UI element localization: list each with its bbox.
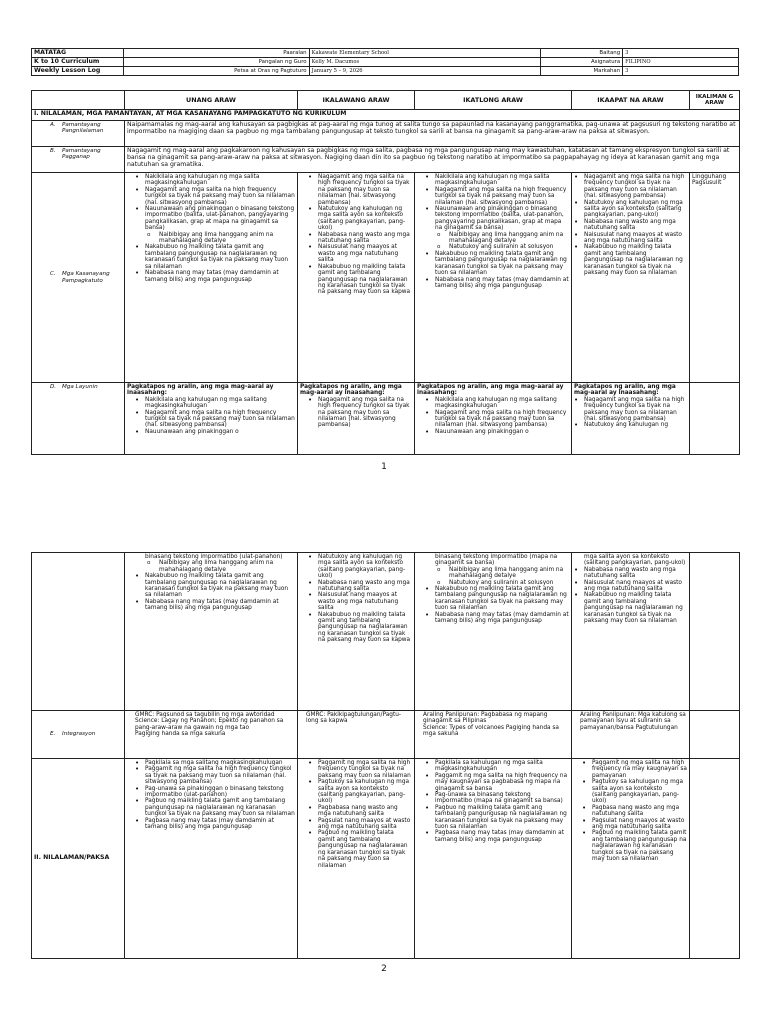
value-quarter: 3 — [623, 67, 739, 76]
col-day-3: IKATLONG ARAW — [415, 91, 572, 110]
list-item: o Natutukoy ang suliranin at solusyon — [427, 244, 569, 250]
list-item: • Nababasa nang wasto ang mga natutuhang salita — [310, 580, 412, 593]
cont-day-2 — [298, 553, 415, 711]
cont-day-5 — [690, 553, 740, 711]
list-item: • Paggamit ng mga salita na high frequency na may kaugnayan sa pagbabasa ng mapa na ginagamit sa bansa — [427, 773, 569, 792]
list-item: • Pagtukoy sa kahulugan ng mga salita ayon sa konteksto (salitang pangkayarian, pang-ukol) — [584, 779, 687, 805]
brand-line-2: K to 10 Curriculum — [32, 58, 124, 67]
list-item: • Nakabubuo ng maikling talata gamit ang tambalang pangungusap na naglalarawan ng karanasan tungkol sa tiyak na paksang may tuon sa nilalaman — [427, 586, 569, 612]
list-item: • Nababasa nang may tatas (may damdamin at tamang bilis) ang mga pangungusap — [427, 277, 569, 290]
brand-line-1: MATATAG — [32, 49, 124, 58]
row-b-text: Nagagamit ng mag-aaral ang pagkakaroon ng kahusayan sa pagbigkas ng mga salita, pagbasa ng mga pangungusap nang may kawastuhan, katatasan at tamang ekspresyon tungkol sa sarili at bansa na ginagamit sa pang-araw-araw na paksa at sitwasyon. Nagiging daan din ito sa pagbuo ng tekstong naratibo at impormatibo sa pagpapahayag ng ideya at karanasan gamit ang mga natutuhan sa gramatika. — [125, 147, 740, 173]
objectives-intro: Pagkatapos ng aralin, ang mga mag-aaral ay inaasahang: — [574, 384, 676, 397]
cont-day-4 — [572, 553, 690, 711]
list-item: • Nagagamit ang mga salita na high frequency tungkol sa tiyak na paksang may tuon sa nilalaman (hal. sitwasyong pambansa) — [576, 397, 687, 423]
lesson-table-page-1 — [31, 90, 740, 455]
row-c-title: Mga Kasanayang Pampagkatuto — [62, 271, 110, 284]
row-e-letter: E. — [50, 731, 56, 738]
list-item: binasang tekstong impormatibo (mapa na ginagamit sa bansa) — [435, 554, 558, 567]
brand-line-3: Weekly Lesson Log — [32, 67, 124, 76]
lesson-table-page-2 — [31, 552, 740, 959]
row-c-day-3 — [415, 173, 572, 383]
value-subject: FILIPINO — [623, 58, 739, 67]
list-item: • Nakabubuo ng maikling talata gamit ang tambalang pangungusap na naglalarawan ng karanasan tungkol sa tiyak na paksang may tuon sa nilalaman — [576, 592, 687, 624]
col-day-4: IKAAPAT NA ARAW — [572, 91, 690, 110]
list-item: • Nakabubuo ng maikling talata gamit ang tambalang pangungusap na naglalarawan ng karanasan tungkol sa tiyak na paksang may tuon sa nilalaman — [137, 244, 295, 270]
list-item: o Naibibigay ang lima hanggang anim na mahahalagang detalye — [137, 232, 295, 245]
list-item: • Nagagamit ang mga salita na high frequency tungkol sa tiyak na paksang may tuon sa nilalaman (hal. sitwasyong pambansa) — [310, 397, 412, 429]
list-item: • Nagagamit ang mga salita na high frequency tungkol sa tiyak na paksang may tuon sa nilalaman (hal. sitwasyong pambansa) — [427, 410, 569, 429]
list-item: • Nakabubuo ng maikling talata gamit ang tambalang pangungusap na naglalarawan ng karanasan tungkol sa tiyak na paksang may tuon sa kapwa — [310, 264, 412, 296]
row-c-letter: C. — [50, 271, 56, 278]
list-item: • Nagagamit ang mga salita na high frequency tungkol sa tiyak na paksang may tuon sa nilalaman (hal. sitwasyong pambansa) — [137, 187, 295, 206]
list-item: • Pagbuo ng maikling talata gamit ang tambalang pangungusap na naglalarawan ng karanasan tungkol sa tiyak na paksang may tuon sa nilalaman — [137, 798, 295, 817]
row-d-day-1 — [125, 383, 298, 455]
row-d-title: Mga Layunin — [62, 384, 98, 390]
row-a-letter: A. — [50, 122, 56, 128]
row-d-label — [32, 383, 125, 455]
row-b-title: Pamantayang Pagganap — [62, 148, 101, 161]
list-item: • Nauunawaan ang pinakinggan o binasang tekstong impormatibo (balita, ulat-panahon, pangyayaring pangkalikasan, grap at mapa na ginagamit sa bansa) — [427, 206, 569, 232]
label-quarter: Markahan — [541, 67, 623, 76]
row-ii-label: II. NILALAMAN/PAKSA — [32, 759, 125, 959]
row-d-letter: D. — [50, 384, 57, 390]
list-item: • Paggamit ng mga salita na high frequency tungkol sa tiyak na paksang may tuon sa nilalaman (hal. sitwasyong pambansa) — [137, 766, 295, 785]
row-d-day-5 — [690, 383, 740, 455]
list-item: • Nakikilala ang kahulugan ng mga salita magkasingkahulugan — [427, 174, 569, 187]
col-day-1: UNANG ARAW — [125, 91, 298, 110]
row-ii-day-2 — [298, 759, 415, 959]
list-item: • Pagbuo ng maikling talata gamit ang tambalang pangungusap na naglalarawan ng karanasan tungkol sa tiyak na paksang may tuon sa nilalaman — [310, 830, 412, 868]
list-item: • Nakikilala ang kahulugan ng mga salitang magkasingkahulugan — [137, 397, 295, 410]
list-item: • Nababasa nang may tatas (may damdamin at tamang bilis) ang mga pangungusap — [137, 599, 295, 612]
list-item: • Pagbuo ng maikling talata gamit ang tambalang pangungusap na naglalarawan ng karanasan tungkol sa tiyak na paksang may tuon sa nilalaman — [427, 805, 569, 831]
cont-day-1 — [125, 553, 298, 711]
col-day-2: IKALAWANG ARAW — [298, 91, 415, 110]
section-title: I. NILALAMAN, MGA PAMANTAYAN, AT MGA KASANAYANG PAMPAGKATUTO NG KURIKULUM — [32, 110, 740, 121]
list-item: mga salita ayon sa konteksto (salitang pangkayarian, pang-ukol) — [584, 554, 686, 567]
list-item: • Nauunawaan ang pinakinggan o — [137, 429, 295, 435]
list-item: • Nababasa nang wasto ang mga natutuhang salita — [576, 219, 687, 232]
list-item: • Pagbabasa nang wasto ang mga natutuhang salita — [310, 805, 412, 818]
col-day-5: IKALIMAN G ARAW — [690, 91, 740, 110]
list-item: • Naisusulat nang maayos at wasto ang mga natutuhang salita — [310, 592, 412, 611]
row-ii-day-1 — [125, 759, 298, 959]
cont-day-3 — [415, 553, 572, 711]
row-e-label — [32, 711, 125, 759]
cont-label — [32, 553, 125, 711]
list-item: • Nauunawaan ang pinakinggan o — [427, 429, 569, 435]
page-number: 1 — [381, 462, 387, 472]
list-item: • Nababasa nang may tatas (may damdamin at tamang bilis) ang mga pangungusap — [427, 612, 569, 625]
list-item: • Nakabubuo ng maikling talata gamit ang tambalang pangungusap na naglalarawan ng karanasan tungkol sa tiyak na paksang may tuon sa nilalaman — [427, 251, 569, 277]
list-item: o Naibibigay ang lima hanggang anim na mahahalagang detalye — [427, 567, 569, 580]
page-1 — [0, 0, 768, 478]
row-e-day-2: GMRC: Pakikipagtulungan/Pagtu- long sa kapwa — [298, 711, 415, 759]
list-item: • Nababasa nang wasto ang mga natutuhang salita — [576, 567, 687, 580]
row-e-day-1: GMRC: Pagsunod sa tagubilin ng mga awtoridad Science: Lagay ng Panahon; Epekto ng panahon sa pang-araw-araw na gawain ng mga tao Pagiging handa sa mga sakuna — [125, 711, 298, 759]
row-ii-day-3 — [415, 759, 572, 959]
list-item: • Natutukoy ang kahulugan ng mga salita ayon sa konteksto (salitang pangkayarian, pang-ukol) — [310, 206, 412, 232]
label-teacher: Pangalan ng Guro — [123, 58, 309, 67]
row-d-day-4 — [572, 383, 690, 455]
list-item: o Natutukoy ang suliranin at solusyon — [427, 580, 569, 586]
page-2 — [0, 478, 768, 1024]
row-a-label — [32, 121, 125, 147]
value-school: Kakawate Elementary School — [309, 49, 541, 58]
row-c-day-1 — [125, 173, 298, 383]
row-d-day-2 — [298, 383, 415, 455]
objectives-intro: Pagkatapos ng aralin, ang mga mag-aaral ay inaasahang: — [127, 384, 274, 397]
list-item: • Pagbasa nang may tatas (may damdamin at tamang bilis) ang mga pangungusap — [137, 818, 295, 831]
list-item: • Nababasa nang may tatas (may damdamin at tamang bilis) ang mga pangungusap — [137, 270, 295, 283]
list-item: • Natutukoy ang kahulugan ng mga salita ayon sa konteksto (salitang pangkayarian, pang-ukol) — [576, 200, 687, 219]
row-d-day-3 — [415, 383, 572, 455]
value-date: January 5 – 9, 2026 — [309, 67, 541, 76]
objectives-intro: Pagkatapos ng aralin, ang mga mag-aaral ay inaasahang: — [300, 384, 402, 397]
list-item: • Pagsulat nang maayos at wasto ang mga natutuhang salita — [584, 818, 687, 831]
list-item: • Pag-unawa sa pinakinggan o binasang tekstong impormatibo (ulat-panahon) — [137, 786, 295, 799]
list-item: • Paggamit ng mga salita na high frequency na may kaugnayan sa pamayanan — [584, 760, 687, 779]
row-ii-day-4 — [572, 759, 690, 959]
header-table — [31, 48, 739, 76]
list-item: • Nakabubuo ng maikling talata gamit ang tambalang pangungusap na naglalarawan ng karanasan tungkol sa tiyak na paksang may tuon sa nilalaman — [576, 244, 687, 276]
list-item: • Nagagamit ang mga salita na high frequency tungkol sa tiyak na paksang may tuon sa nilalaman (hal. sitwasyong pambansa) — [137, 410, 295, 429]
row-c-day-5: Lingguhang Pagsusulit — [690, 173, 740, 383]
list-item: • Pagkilala sa mga salitang magkasingkahulugan — [137, 760, 295, 766]
list-item: • Naisusulat nang maayos at wasto ang mga natutuhang salita — [310, 244, 412, 263]
list-item: • Naisusulat nang maayos at wasto ang mga natutuhang salita — [576, 580, 687, 593]
label-grade: Baitang — [541, 49, 623, 58]
row-a-title: Pamantayang Pangnilalaman — [62, 122, 104, 135]
value-teacher: Kelly M. Dacumos — [309, 58, 541, 67]
row-b-letter: B. — [50, 148, 56, 154]
list-item: • Pagtukoy sa kahulugan ng mga salita ayon sa konteksto (salitang pangkayarian, pang-ukol) — [310, 779, 412, 805]
row-c-label — [32, 173, 125, 383]
list-item: • Pagbuo ng maikling talata gamit ang tambalang pangungusap na naglalarawan ng karanasan tungkol sa tiyak na paksang may tuon sa nilalaman — [584, 830, 687, 862]
list-item: • Pagbasa nang may tatas (may damdamin at tamang bilis) ang mga pangungusap — [427, 830, 569, 843]
list-item: • Pagbasa nang wasto ang mga natutuhang salita — [584, 805, 687, 818]
list-item: • Pagsulat nang maayos at wasto ang mga natutuhang salita — [310, 818, 412, 831]
list-item: • Nagagamit ang mga salita na high frequency tungkol sa tiyak na paksang may tuon sa nilalaman (hal. sitwasyong pambansa) — [427, 187, 569, 206]
row-e-day-4: Araling Panlipunan: Mga katulong sa pamayanan Isyu at suliranin sa pamayanan/bansa Pagtutulungan — [572, 711, 690, 759]
list-item: • Nagagamit ang mga salita na high frequency tungkol sa tiyak na paksang may tuon sa nilalaman (hal. sitwasyong pambansa) — [576, 174, 687, 200]
objectives-intro: Pagkatapos ng aralin, ang mga mag-aaral ay inaasahang: — [417, 384, 564, 397]
list-item: o Naibibigay ang lima hanggang anim na mahahalagang detalye — [137, 560, 295, 573]
list-item: • Nakikilala ang kahulugan ng mga salitang magkasingkahulugan — [427, 397, 569, 410]
list-item: o Naibibigay ang lima hanggang anim na mahahalagang detalye — [427, 232, 569, 245]
row-ii-day-5 — [690, 759, 740, 959]
row-c-day-4 — [572, 173, 690, 383]
list-item: • Nababasa nang wasto ang mga natutuhang salita — [310, 232, 412, 245]
row-b-label — [32, 147, 125, 173]
label-school: Paaralan — [123, 49, 309, 58]
list-item: • Natutukoy ang kahulugan ng — [576, 422, 687, 428]
label-subject: Asignatura — [541, 58, 623, 67]
list-item: binasang tekstong impormatibo (ulat-panahon) — [145, 554, 283, 560]
list-item: • Nakabubuo ng maikling talata gamit ang tambalang pangungusap na naglalarawan ng karanasan tungkol sa tiyak na paksang may tuon sa kapwa — [310, 612, 412, 644]
row-c-day-2 — [298, 173, 415, 383]
row-a-text: Naipamamalas ng mag-aaral ang kahusayan sa pagbigkas at pag-aaral ng mga tunog at salita tungo sa papaunlad na kasanayang panggramatika, pag-unawa at pagsusuri ng tekstong naratibo at impormatibo na magiging daan sa pagbuo ng mga tambalang pangungusap at teksto tungkol sa sarili at bansa na ginagamit sa pang-araw-araw na paksa at sitwasyon. — [125, 121, 740, 147]
corner-cell — [32, 91, 125, 110]
page-number: 2 — [381, 964, 387, 974]
list-item: • Naisusulat nang maayos at wasto ang mga natutuhang salita — [576, 232, 687, 245]
list-item: • Paggamit ng mga salita na high frequency tungkol sa tiyak na paksang may tuon sa nilalaman — [310, 760, 412, 779]
list-item: • Nakabubuo ng maikling talata gamit ang tambalang pangungusap na naglalarawan ng karanasan tungkol sa tiyak na paksang may tuon sa nilalaman — [137, 573, 295, 599]
row-e-title: Integrasyon — [62, 731, 96, 738]
list-item: • Nakikilala ang kahulugan ng mga salita magkasingkahulugan — [137, 174, 295, 187]
row-e-day-5 — [690, 711, 740, 759]
list-item: • Nagagamit ang mga salita na high frequency tungkol sa tiyak na paksang may tuon sa nilalaman (hal. sitwasyong pambansa) — [310, 174, 412, 206]
row-e-day-3: Araling Panlipunan: Pagbabasa ng mapang ginagamit sa Pilipinas Science: Types of volcanoes Pagiging handa sa mga sakuna — [415, 711, 572, 759]
list-item: • Nauunawaan ang pinakinggan o binasang tekstong impormatibo (balita, ulat-panahon, pangyayaring pangkalikasan, grap at mapa na ginagamit sa bansa) — [137, 206, 295, 232]
list-item: • Natutukoy ang kahulugan ng mga salita ayon sa konteksto (salitang pangkayarian, pang-ukol) — [310, 554, 412, 580]
value-grade: 3 — [623, 49, 739, 58]
list-item: • Pag-unawa sa binasang tekstong impormatibo (mapa na ginagamit sa bansa) — [427, 792, 569, 805]
list-item: • Pagkilala sa kahulugan ng mga salita magkasingkahulugan — [427, 760, 569, 773]
label-date: Petsa at Oras ng Pagtuturo — [123, 67, 309, 76]
